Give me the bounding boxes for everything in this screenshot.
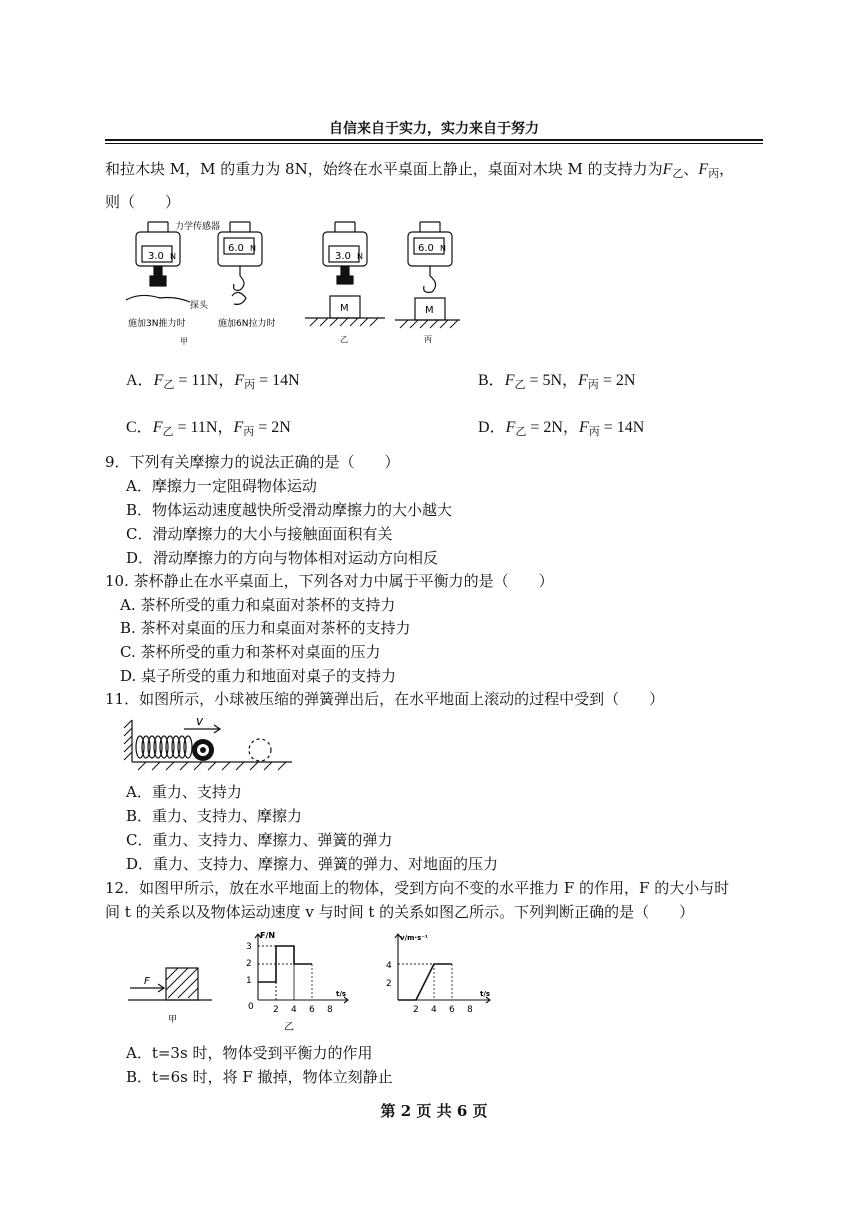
q8-figure [120,218,460,348]
q8-f-symbol-2: F [698,161,709,178]
q8-block-bing: M [425,305,434,316]
q9-option-d[interactable]: D．滑动摩擦力的方向与物体相对运动方向相反 [126,549,439,567]
q12-figure-jia [126,960,216,1030]
vt-xtick-6: 6 [449,1005,455,1015]
q8-option-b[interactable]: B．$F_乙 = 5N$，$F_丙 = 2N$ [478,372,636,391]
q10-option-b[interactable]: B. 茶杯对桌面的压力和桌面对茶杯的支持力 [120,619,411,637]
q12-caption-jia: 甲 [168,1015,178,1025]
q8-option-a[interactable]: A．$F_乙 = 11N$，$F_丙 = 14N$ [126,372,300,391]
q8-block-yi: M [340,303,349,314]
q11-option-c[interactable]: C．重力、支持力、摩擦力、弹簧的弹力 [126,831,393,849]
q8-probe-label: 探头 [190,301,209,311]
q12-ft-chart [240,928,360,1038]
q10-option-c[interactable]: C. 茶杯所受的重力和茶杯对桌面的压力 [120,643,381,661]
q8-unit-a2: N [357,252,363,261]
q8-option-d[interactable]: D．$F_乙 = 2N$，$F_丙 = 14N$ [478,419,645,438]
q11-option-a[interactable]: A．重力、支持力 [126,783,242,801]
ft-ytick-3: 3 [246,942,252,952]
q10-option-d[interactable]: D. 桌子所受的重力和地面对桌子的支持力 [120,667,397,685]
vt-xtick-4: 4 [431,1005,437,1015]
q8-unit-b2: N [440,244,446,253]
q9-option-a[interactable]: A．摩擦力一定阻碍物体运动 [126,477,317,495]
q8-f-symbol: F [662,161,673,178]
q9-option-c[interactable]: C．滑动摩擦力的大小与接触面面积有关 [126,525,393,543]
q12-stem-line1: 12．如图甲所示，放在水平地面上的物体，受到方向不变的水平推力 F 的作用，F 的大小与时 [105,879,730,897]
q12-force-label: F [144,976,150,987]
q8-reading-b1: 6.0 [228,243,244,254]
vt-ytick-4: 4 [386,961,392,971]
q12-stem-line2: 间 t 的关系以及物体运动速度 v 与时间 t 的关系如图乙所示。下列判断正确的是（ ） [105,903,695,921]
ft-xtick-6: 6 [309,1005,315,1015]
q8-sensor-label: 力学传感器 [175,222,221,232]
q9-option-b[interactable]: B．物体运动速度越快所受滑动摩擦力的大小越大 [126,501,453,519]
vt-series-line [398,964,452,1000]
q8-reading-a1: 3.0 [148,251,164,262]
q8-caption-jia: 甲 [180,337,188,346]
page-header: 自信来自于实力，实力来自于努力 [329,121,539,137]
q12-option-b[interactable]: B．t=6s 时，将 F 撤掉，物体立刻静止 [126,1068,393,1086]
vt-x-label: t/s [480,990,491,998]
q11-figure [122,712,302,772]
q8-caption-bing: 丙 [424,335,432,344]
q12-option-a[interactable]: A．t=3s 时，物体受到平衡力的作用 [126,1044,373,1062]
q8-option-c[interactable]: C．$F_乙 = 11N$，$F_丙 = 2N$ [126,419,291,438]
ft-ytick-2: 2 [246,959,252,969]
ft-xtick-4: 4 [291,1005,297,1015]
vt-y-label: v/m·s⁻¹ [400,934,428,942]
vt-xtick-8: 8 [467,1005,473,1015]
ft-ytick-1: 1 [246,976,252,986]
vt-ytick-2: 2 [386,979,392,989]
page-footer: 第 2 页 共 6 页 [380,1102,488,1120]
q8-reading-b2: 6.0 [418,243,434,254]
q10-stem: 10. 茶杯静止在水平桌面上，下列各对力中属于平衡力的是（ ） [105,572,554,590]
q8-reading-a2: 3.0 [335,251,351,262]
q8-unit-b1: N [250,244,256,253]
q8-stem-line1: 和拉木块 M，M 的重力为 8N，始终在水平桌面上静止，桌面对木块 M 的支持力为$F_乙$、$F_丙$， [105,160,735,180]
q8-caption-pull: 施加6N拉力时 [218,319,276,329]
q11-velocity-label: v [196,714,204,728]
q9-stem: 9．下列有关摩擦力的说法正确的是（ ） [105,453,400,471]
vt-xtick-2: 2 [413,1005,419,1015]
q11-option-d[interactable]: D．重力、支持力、摩擦力、弹簧的弹力、对地面的压力 [126,855,499,873]
q12-caption-yi: 乙 [284,1022,294,1033]
q10-option-a[interactable]: A. 茶杯所受的重力和桌面对茶杯的支持力 [120,596,396,614]
q12-vt-chart [380,928,500,1018]
q11-stem: 11．如图所示，小球被压缩的弹簧弹出后，在水平地面上滚动的过程中受到（ ） [105,690,665,708]
header-rule-thin [105,143,763,144]
ft-y-label: F/N [260,931,276,940]
ft-xtick-8: 8 [327,1005,333,1015]
ft-origin: 0 [248,1002,254,1012]
q8-stem-line2: 则（ ） [105,193,181,211]
header-rule-thick [105,139,763,141]
ft-xtick-2: 2 [273,1005,279,1015]
q8-caption-push: 施加3N推力时 [128,319,186,329]
q11-option-b[interactable]: B．重力、支持力、摩擦力 [126,807,303,825]
ft-x-label: t/s [336,990,347,998]
q8-caption-yi: 乙 [340,335,348,344]
q8-unit-a1: N [170,252,176,261]
